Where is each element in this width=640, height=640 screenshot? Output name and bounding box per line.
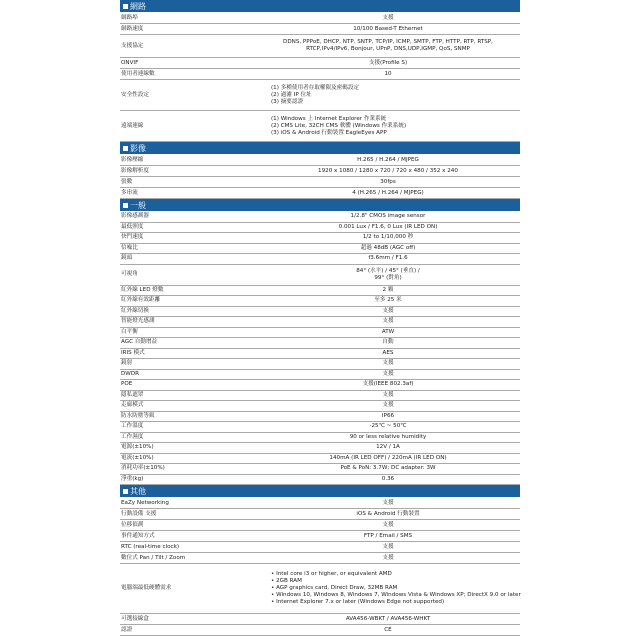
spec-value-line: 30fps — [380, 178, 396, 185]
spec-value-line: FTP / Email / SMS — [363, 532, 413, 539]
spec-value — [256, 223, 520, 233]
spec-label: 事件通知方式 — [121, 532, 155, 539]
spec-value — [256, 317, 520, 327]
spec-label: AGC 自動增益 — [121, 339, 158, 346]
spec-value-line: 自動 — [382, 339, 394, 346]
spec-value — [256, 254, 520, 264]
spec-value-line: 支援 — [382, 543, 394, 550]
spec-label: 多串流 — [121, 189, 138, 196]
spec-value-line: iOS & Android 行動裝置 — [356, 510, 420, 517]
spec-label: 影像感測器 — [121, 213, 149, 220]
spec-value-line: 支援(IEEE 802.3af) — [362, 381, 414, 388]
spec-value-line: • AGP graphics card, Direct Draw, 32MB RAM — [271, 585, 398, 591]
spec-row — [120, 24, 520, 35]
spec-value — [256, 542, 520, 552]
spec-label: 認證 — [121, 626, 133, 633]
spec-value — [256, 412, 520, 422]
spec-value — [256, 58, 520, 68]
spec-row — [120, 454, 520, 465]
spec-row — [120, 553, 520, 564]
spec-value-line: f3.6mm / F1.6 — [368, 255, 408, 262]
spec-value — [256, 614, 520, 624]
spec-value — [256, 370, 520, 380]
spec-row — [120, 625, 520, 636]
spec-row — [120, 212, 520, 223]
spec-label: 電流(±10%) — [121, 454, 154, 461]
section-square-icon — [123, 4, 128, 9]
spec-value-line: 90 or less relative humidity — [349, 433, 427, 440]
spec-label: 影像壓縮 — [121, 156, 144, 163]
spec-row — [120, 286, 520, 297]
section-square-icon — [123, 203, 128, 208]
spec-value — [256, 531, 520, 541]
spec-value — [256, 69, 520, 79]
spec-row — [120, 349, 520, 360]
spec-value-line: DDNS, PPPoE, DHCP, NTP, SNTP, TCP/IP, ICMP, SMTP, FTP, HTTP, RTP, RTSP, — [283, 39, 493, 45]
spec-value-line: 2 顆 — [382, 286, 394, 293]
spec-value — [256, 422, 520, 432]
spec-label: 工作濕度 — [121, 433, 144, 440]
spec-row — [120, 155, 520, 166]
section-square-icon — [123, 489, 128, 494]
spec-value — [256, 80, 520, 110]
spec-value — [256, 443, 520, 453]
spec-value — [256, 24, 520, 34]
spec-value — [256, 13, 520, 23]
section-header — [120, 485, 520, 498]
spec-value-line: • Windows 10, Windows 8, Windows 7, Windows Vista & Windows XP; DirectX 9.0 or later — [271, 592, 521, 598]
spec-label: 可選接線盒 — [121, 615, 149, 622]
spec-value-line: 超過 48dB (AGC off) — [360, 244, 416, 251]
spec-label: 遠端連線 — [121, 122, 144, 129]
spec-row — [120, 542, 520, 553]
spec-value — [256, 433, 520, 443]
spec-row — [120, 370, 520, 381]
spec-label: 快門速度 — [121, 234, 144, 241]
spec-row — [120, 359, 520, 370]
spec-value-line: 12V / 1A — [376, 444, 400, 451]
spec-value — [256, 553, 520, 563]
spec-label: 電腦端最低硬體需求 — [121, 585, 172, 591]
section-title: 網路 — [130, 1, 146, 11]
spec-value-line: 支援 — [382, 307, 394, 314]
spec-value-line: 0.36 — [381, 475, 395, 482]
spec-value — [256, 286, 520, 296]
spec-value-line: 99° (對角) — [374, 274, 402, 281]
section-title: 影像 — [130, 143, 146, 153]
spec-row — [120, 58, 520, 69]
spec-value-line: 支援 — [382, 360, 394, 367]
spec-value — [256, 265, 520, 285]
section-title: 一般 — [130, 200, 146, 210]
spec-value — [256, 296, 520, 306]
spec-value-line: (2) 過濾 IP 位址 — [271, 91, 312, 98]
spec-value-line: AES — [382, 349, 394, 356]
spec-label: 最低照度 — [121, 223, 144, 230]
spec-value-line: 1/2.8" CMOS image sensor — [350, 213, 426, 220]
spec-value-line: 10 — [384, 70, 392, 77]
spec-value-line: PoE & PoN: 3.7W; DC adapter: 3W — [340, 465, 436, 472]
spec-value-line: CE — [384, 626, 392, 633]
spec-label: EaZy Networking — [121, 499, 169, 506]
spec-value-line: (3) 摘要認證 — [271, 98, 304, 105]
spec-label: 鏡射 — [121, 360, 133, 367]
spec-row — [120, 498, 520, 509]
spec-row — [120, 80, 520, 111]
spec-value-line: 1/2 to 1/10,000 秒 — [362, 234, 414, 241]
spec-row — [120, 317, 520, 328]
spec-value-line: 84° (水平) / 45° (垂直) / — [356, 267, 420, 274]
spec-value-line: 至多 25 米 — [374, 297, 402, 304]
spec-value-line: 支援 — [382, 318, 394, 325]
spec-row — [120, 531, 520, 542]
spec-value-line: 支援(Profile S) — [368, 59, 408, 66]
spec-label: 電源(±10%) — [121, 444, 154, 451]
spec-value — [256, 307, 520, 317]
spec-value — [256, 188, 520, 198]
spec-value — [256, 475, 520, 485]
section-header — [120, 199, 520, 212]
spec-label: 位移偵測 — [121, 521, 144, 528]
spec-value-line: 支援 — [382, 521, 394, 528]
spec-value-line: 1920 x 1080 / 1280 x 720 / 720 x 480 / 352 x 240 — [318, 167, 458, 174]
spec-value — [256, 401, 520, 411]
spec-row — [120, 233, 520, 244]
spec-value-line: (1) 多種使用者存取權限及密碼設定 — [271, 84, 360, 91]
spec-value — [256, 464, 520, 474]
spec-table — [120, 0, 520, 636]
spec-row — [120, 401, 520, 412]
spec-value-line: (3) iOS & Android 行動裝置 EagleEyes APP — [271, 129, 387, 136]
spec-value-line: 4 (H.265 / H.264 / MJPEG) — [352, 189, 424, 196]
spec-row — [120, 188, 520, 199]
section-header — [120, 142, 520, 155]
spec-value — [256, 212, 520, 222]
spec-row — [120, 464, 520, 475]
spec-label: 支援協定 — [121, 42, 144, 49]
spec-label: 網路速度 — [121, 25, 144, 32]
spec-value-line: • 2GB RAM — [271, 578, 302, 584]
spec-value — [256, 359, 520, 369]
spec-value-line: 10/100 Based-T Ethernet — [353, 25, 423, 32]
spec-value-line: (2) CMS Lite, 32CH CMS 軟體 (Windows 作業系統) — [271, 122, 407, 129]
spec-value — [256, 349, 520, 359]
section-square-icon — [123, 146, 128, 151]
spec-value-line: 支援 — [382, 370, 394, 377]
spec-row — [120, 614, 520, 625]
section-title: 其他 — [130, 486, 146, 496]
spec-label: 影像解析度 — [121, 167, 149, 174]
spec-row — [120, 223, 520, 234]
spec-row — [120, 244, 520, 255]
spec-row — [120, 509, 520, 520]
spec-row — [120, 380, 520, 391]
spec-label: 張數 — [121, 178, 133, 185]
spec-value-line: ATW — [381, 328, 395, 335]
spec-label: RTC (real-time clock) — [121, 543, 180, 550]
spec-row — [120, 166, 520, 177]
spec-value — [256, 338, 520, 348]
spec-label: 隱私遮罩 — [121, 391, 144, 398]
spec-value — [256, 520, 520, 530]
spec-label: 淨重(kg) — [121, 475, 144, 482]
spec-label: 網路埠 — [121, 14, 138, 21]
spec-label: 紅外線有效距離 — [121, 297, 161, 304]
spec-value-line: H.265 / H.264 / MJPEG — [357, 156, 419, 163]
spec-label: 消耗功率(±10%) — [121, 465, 165, 472]
spec-label: 數位式 Pan / Tilt / Zoom — [121, 554, 186, 561]
spec-value — [256, 35, 520, 57]
spec-label: 白平衡 — [121, 328, 138, 335]
spec-value — [256, 328, 520, 338]
spec-row — [120, 69, 520, 80]
spec-value — [256, 155, 520, 165]
spec-value-line: 支援 — [382, 554, 394, 561]
spec-label: 工作溫度 — [121, 423, 144, 430]
spec-row — [120, 254, 520, 265]
spec-label: DWDR — [121, 370, 140, 377]
spec-row — [120, 422, 520, 433]
spec-value-line: 支援 — [382, 391, 394, 398]
spec-row — [120, 307, 520, 318]
spec-label: 紅外線切換 — [121, 307, 149, 314]
spec-label: 安全性設定 — [121, 91, 149, 98]
spec-value-line: • Internet Explorer 7.x or later (Windows Edge not supported) — [271, 599, 445, 605]
spec-row — [120, 520, 520, 531]
spec-value — [256, 111, 520, 141]
spec-label: ONVIF — [121, 59, 139, 66]
spec-value — [256, 509, 520, 519]
spec-row — [120, 338, 520, 349]
spec-label: 使用者連線數 — [121, 70, 155, 77]
spec-value — [256, 564, 520, 613]
spec-value — [256, 177, 520, 187]
spec-value — [256, 380, 520, 390]
spec-value-line: 支援 — [382, 499, 394, 506]
spec-row — [120, 111, 520, 142]
spec-value — [256, 498, 520, 508]
spec-label: 可視角 — [121, 271, 138, 277]
spec-label: 防水防塵等級 — [121, 412, 155, 419]
spec-label: 紅外線 LED 燈數 — [121, 286, 164, 293]
spec-label: 行動設備 支援 — [121, 510, 157, 517]
spec-row — [120, 475, 520, 486]
spec-value-line: RTCP,IPv4/IPv6, Bonjour, UPnP, DNS,UDP,IGMP, QoS, SNMP — [306, 46, 470, 52]
spec-label: 智能燈光感測 — [121, 318, 155, 325]
spec-value — [256, 391, 520, 401]
spec-row — [120, 412, 520, 423]
spec-row — [120, 328, 520, 339]
spec-label: 信噪比 — [121, 244, 138, 251]
spec-label: 鏡頭 — [121, 255, 133, 262]
spec-row — [120, 443, 520, 454]
spec-row — [120, 391, 520, 402]
spec-value — [256, 233, 520, 243]
spec-row — [120, 265, 520, 286]
spec-value — [256, 454, 520, 464]
spec-label: 走廊模式 — [121, 402, 144, 409]
spec-value — [256, 625, 520, 635]
spec-label: POE — [121, 381, 133, 388]
spec-label: IRIS 模式 — [121, 349, 145, 356]
spec-value-line: • Intel core i3 or higher, or equivalent AMD — [271, 571, 392, 577]
spec-value-line: (1) Windows 上 Internet Explorer 作業系統 — [271, 115, 387, 122]
spec-row — [120, 13, 520, 24]
spec-row — [120, 35, 520, 58]
spec-value-line: -25℃ ~ 50℃ — [369, 423, 407, 430]
spec-value-line: AVA456-WBKT / AVA456-WHKT — [345, 615, 431, 622]
spec-row — [120, 433, 520, 444]
spec-row — [120, 564, 520, 614]
spec-row — [120, 296, 520, 307]
spec-value-line: IP66 — [381, 412, 395, 419]
spec-value — [256, 244, 520, 254]
spec-row — [120, 177, 520, 188]
spec-value-line: 支援 — [382, 14, 394, 21]
spec-value-line: 支援 — [382, 402, 394, 409]
spec-value-line: 140mA (IR LED OFF) / 220mA (IR LED ON) — [329, 454, 447, 461]
spec-value — [256, 166, 520, 176]
section-header — [120, 0, 520, 13]
spec-value-line: 0.001 Lux / F1.6, 0 Lux (IR LED ON) — [338, 223, 438, 230]
